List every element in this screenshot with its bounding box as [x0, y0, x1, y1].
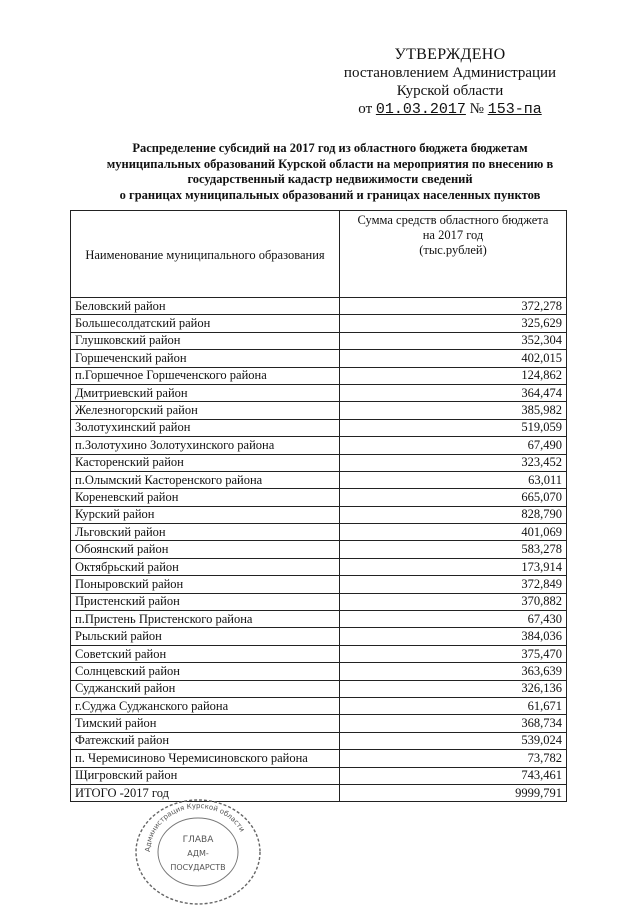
row-name: Солнцевский район	[71, 663, 340, 680]
row-value: 73,782	[340, 750, 567, 767]
stamp-text3: ПОСУДАРСТВ	[170, 863, 226, 872]
row-value: 583,278	[340, 541, 567, 558]
table-row	[71, 454, 567, 471]
official-stamp	[128, 790, 268, 905]
approval-date-line	[330, 100, 570, 119]
approval-line1: постановлением Администрации	[343, 65, 557, 81]
row-name: Курский район	[71, 506, 340, 523]
approval-date: 01.03.2017	[375, 101, 466, 118]
table-body	[71, 298, 567, 802]
table-header-row	[71, 211, 567, 298]
row-value: 539,024	[340, 732, 567, 749]
row-value: 375,470	[340, 645, 567, 662]
row-name: п.Горшечное Горшеченского района	[71, 367, 340, 384]
row-value: 326,136	[340, 680, 567, 697]
title-line2: муниципальных образований Курской области на мероприятия по внесению в	[106, 156, 554, 171]
title-line4: о границах муниципальных образований и границах населенных пунктов	[119, 187, 541, 202]
date-prefix: от	[358, 101, 373, 117]
row-value: 372,849	[340, 576, 567, 593]
header-sum	[340, 211, 567, 298]
number-prefix: №	[469, 101, 484, 117]
row-value: 124,862	[340, 367, 567, 384]
row-name: Дмитриевский район	[71, 384, 340, 401]
header-sum-line1: Сумма средств областного бюджета	[357, 213, 549, 227]
row-value: 665,070	[340, 489, 567, 506]
table-row	[71, 437, 567, 454]
approval-line2: Курской области	[396, 83, 504, 99]
row-value: 364,474	[340, 384, 567, 401]
row-name: Глушковский район	[71, 332, 340, 349]
table-row	[71, 576, 567, 593]
row-value: 352,304	[340, 332, 567, 349]
stamp-text2: АДМ-	[187, 849, 209, 858]
row-value: 401,069	[340, 524, 567, 541]
table-row	[71, 350, 567, 367]
row-name: п. Черемисиново Черемисиновского района	[71, 750, 340, 767]
table-row	[71, 628, 567, 645]
header-sum-line3: (тыс.рублей)	[419, 243, 487, 257]
table-row	[71, 471, 567, 488]
row-value: 368,734	[340, 715, 567, 732]
row-name: Тимский район	[71, 715, 340, 732]
document-title	[60, 141, 600, 203]
row-value: 61,671	[340, 697, 567, 714]
table-row	[71, 315, 567, 332]
row-value: 519,059	[340, 419, 567, 436]
approval-number: 153-па	[487, 101, 542, 118]
table-row	[71, 645, 567, 662]
row-name: п.Пристень Пристенского района	[71, 611, 340, 628]
title-line3: государственный кадастр недвижимости сведений	[187, 172, 473, 186]
row-name: п.Олымский Касторенского района	[71, 471, 340, 488]
table-row	[71, 402, 567, 419]
row-name: п.Золотухино Золотухинского района	[71, 437, 340, 454]
row-value: 743,461	[340, 767, 567, 784]
subsidy-table	[70, 210, 567, 802]
table-row	[71, 697, 567, 714]
table-row	[71, 419, 567, 436]
header-sum-line2: на 2017 год	[422, 228, 484, 242]
row-value: 828,790	[340, 506, 567, 523]
row-name: Суджанский район	[71, 680, 340, 697]
header-name: Наименование муниципального образования	[71, 211, 340, 298]
row-value: 67,430	[340, 611, 567, 628]
row-name: Большесолдатский район	[71, 315, 340, 332]
row-name: Фатежский район	[71, 732, 340, 749]
table-row	[71, 298, 567, 315]
row-value: 63,011	[340, 471, 567, 488]
title-line1: Распределение субсидий на 2017 год из областного бюджета бюджетам	[132, 141, 528, 155]
table-row	[71, 332, 567, 349]
row-value: 67,490	[340, 437, 567, 454]
approval-block	[330, 46, 570, 119]
row-name: ИТОГО -2017 год	[71, 784, 340, 801]
row-name: Рыльский район	[71, 628, 340, 645]
row-value: 384,036	[340, 628, 567, 645]
table-row	[71, 750, 567, 767]
table-row	[71, 384, 567, 401]
row-value: 9999,791	[340, 784, 567, 801]
row-name: Льговский район	[71, 524, 340, 541]
row-name: Обоянский район	[71, 541, 340, 558]
row-name: Касторенский район	[71, 454, 340, 471]
row-value: 325,629	[340, 315, 567, 332]
row-value: 402,015	[340, 350, 567, 367]
row-value: 385,982	[340, 402, 567, 419]
row-value: 323,452	[340, 454, 567, 471]
table-row	[71, 663, 567, 680]
table-row	[71, 611, 567, 628]
row-name: Советский район	[71, 645, 340, 662]
stamp-text1: ГЛАВА	[182, 835, 214, 845]
stamp-ring-text: Администрация Курской области	[143, 801, 247, 853]
row-name: Золотухинский район	[71, 419, 340, 436]
row-name: Поныровский район	[71, 576, 340, 593]
table-row	[71, 715, 567, 732]
row-name: Пристенский район	[71, 593, 340, 610]
row-value: 372,278	[340, 298, 567, 315]
table-row	[71, 767, 567, 784]
row-name: Горшеченский район	[71, 350, 340, 367]
table-row	[71, 489, 567, 506]
table-row	[71, 506, 567, 523]
table-row	[71, 732, 567, 749]
row-value: 370,882	[340, 593, 567, 610]
table-row	[71, 367, 567, 384]
table-row	[71, 558, 567, 575]
table-row	[71, 593, 567, 610]
row-value: 363,639	[340, 663, 567, 680]
approval-title: УТВЕРЖДЕНО	[394, 46, 506, 63]
table-row	[71, 524, 567, 541]
row-value: 173,914	[340, 558, 567, 575]
row-name: г.Суджа Суджанского района	[71, 697, 340, 714]
row-name: Железногорский район	[71, 402, 340, 419]
row-name: Кореневский район	[71, 489, 340, 506]
table-row	[71, 680, 567, 697]
row-name: Щигровский район	[71, 767, 340, 784]
row-name: Беловский район	[71, 298, 340, 315]
row-name: Октябрьский район	[71, 558, 340, 575]
table-row	[71, 541, 567, 558]
